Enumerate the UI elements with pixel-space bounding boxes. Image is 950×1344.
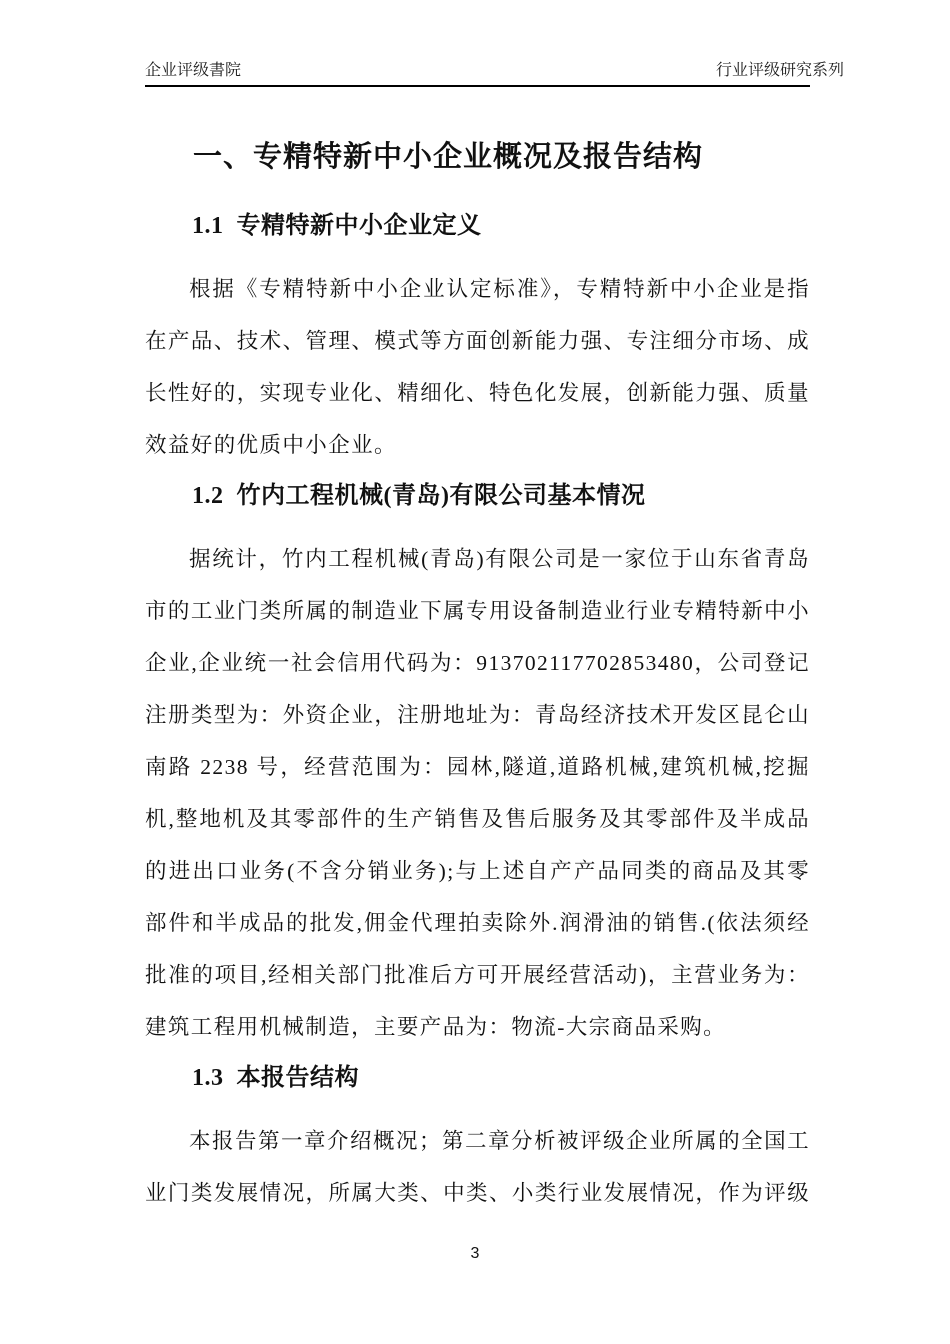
section-number: 1.1 [192, 213, 224, 239]
paragraph-definition: 根据《专精特新中小企业认定标准》，专精特新中小企业是指在产品、技术、管理、模式等方面创新能力强、专注细分市场、成长性好的，实现专业化、精细化、特色化发展，创新能力强、质量效益好的优质中小企业。 [145, 277, 810, 457]
section-heading-1-1 [192, 211, 810, 241]
header-rule [145, 85, 810, 87]
section-heading-text: 本报告结构 [236, 1065, 359, 1091]
chapter-title: 一、专精特新中小企业概况及报告结构 [193, 141, 704, 173]
paragraph-report-structure: 本报告第一章介绍概况；第二章分析被评级企业所属的全国工业门类发展情况，所属大类、中类、小类行业发展情况，作为评级 [145, 1129, 810, 1205]
page-number: 3 [470, 1245, 480, 1262]
section-heading-text: 专精特新中小企业定义 [236, 213, 482, 239]
header-left-text: 企业评级書院 [145, 62, 242, 79]
section-number: 1.2 [192, 483, 224, 509]
paragraph-company-profile: 据统计，竹内工程机械(青岛)有限公司是一家位于山东省青岛市的工业门类所属的制造业下属专用设备制造业行业专精特新中小企业,企业统一社会信用代码为：913702117702853480，公司登记注册类型为：外资企业，注册地址为：青岛经济技术开发区昆仑山南路 2238 号，经营范围为：园林,隧道,道路机械,建筑机械,挖掘机,整地机及其零部件的生产销售及售后服务及其零部件及半成品的进出口业务(不含分销业务);与上述自产产品同类的商品及其零部件和半成品的批发,佣金代理拍卖除外.润滑油的销售.(依法须经批准的项目,经相关部门批准后方可开展经营活动)，主营业务为：建筑工程用机械制造，主要产品为：物流-大宗商品采购。 [145, 547, 810, 1039]
section-number: 1.3 [192, 1065, 224, 1091]
page-content [145, 0, 844, 1219]
section-heading-1-3 [192, 1063, 810, 1093]
section-heading-1-2 [192, 481, 810, 511]
header-right-text: 行业评级研究系列 [715, 62, 844, 79]
section-heading-text: 竹内工程机械(青岛)有限公司基本情况 [236, 483, 646, 509]
page-footer [0, 1244, 950, 1264]
page-header [145, 60, 844, 82]
